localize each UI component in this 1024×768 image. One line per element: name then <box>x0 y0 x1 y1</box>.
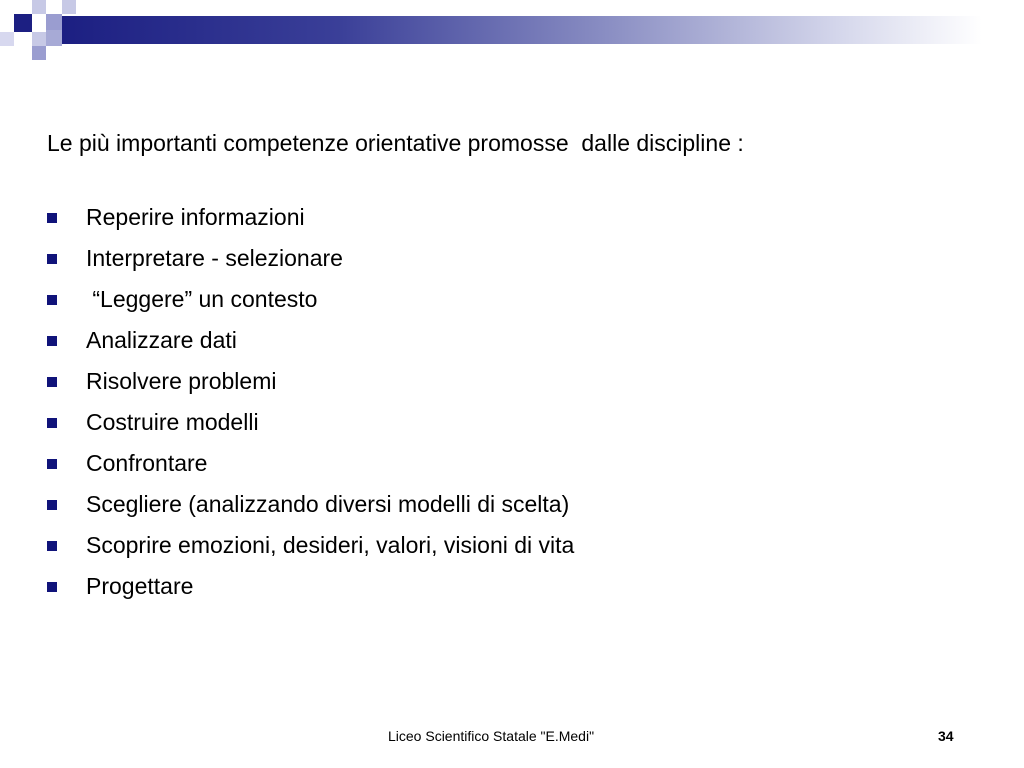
square-bullet-icon <box>47 459 57 469</box>
decorative-square <box>14 14 32 32</box>
square-bullet-icon <box>47 582 57 592</box>
list-item <box>47 366 277 407</box>
list-item <box>47 571 194 612</box>
slide-page-number: 34 <box>938 728 954 744</box>
list-item <box>47 243 343 284</box>
list-item <box>47 530 575 571</box>
square-bullet-icon <box>47 418 57 428</box>
competence-list <box>47 202 575 612</box>
decorative-square <box>62 0 76 14</box>
decorative-square <box>46 14 62 30</box>
slide-intro-text: Le più importanti competenze orientative promosse dalle discipline : <box>47 130 744 156</box>
list-item-text: Risolvere problemi <box>86 368 277 394</box>
decorative-square <box>0 32 14 46</box>
list-item-text: Costruire modelli <box>86 409 259 435</box>
square-bullet-icon <box>47 500 57 510</box>
list-item <box>47 284 318 325</box>
list-item-text: Reperire informazioni <box>86 204 305 230</box>
list-item <box>47 325 237 366</box>
list-item <box>47 489 570 530</box>
square-bullet-icon <box>47 213 57 223</box>
list-item <box>47 407 259 448</box>
decorative-square <box>32 46 46 60</box>
list-item-text: Analizzare dati <box>86 327 237 353</box>
list-item-text: Confrontare <box>86 450 208 476</box>
square-bullet-icon <box>47 336 57 346</box>
decorative-square <box>32 0 46 14</box>
square-bullet-icon <box>47 295 57 305</box>
square-bullet-icon <box>47 377 57 387</box>
list-item-text: “Leggere” un contesto <box>86 286 318 312</box>
list-item-text: Progettare <box>86 573 194 599</box>
list-item <box>47 202 305 243</box>
list-item <box>47 448 208 489</box>
footer-school-name: Liceo Scientifico Statale "E.Medi" <box>388 728 595 744</box>
list-item-text: Scegliere (analizzando diversi modelli di scelta) <box>86 491 570 517</box>
decorative-square <box>46 30 62 46</box>
square-bullet-icon <box>47 541 57 551</box>
header-gradient-bar <box>62 16 982 44</box>
decorative-square <box>32 32 46 46</box>
square-bullet-icon <box>47 254 57 264</box>
list-item-text: Interpretare - selezionare <box>86 245 343 271</box>
list-item-text: Scoprire emozioni, desideri, valori, visioni di vita <box>86 532 575 558</box>
